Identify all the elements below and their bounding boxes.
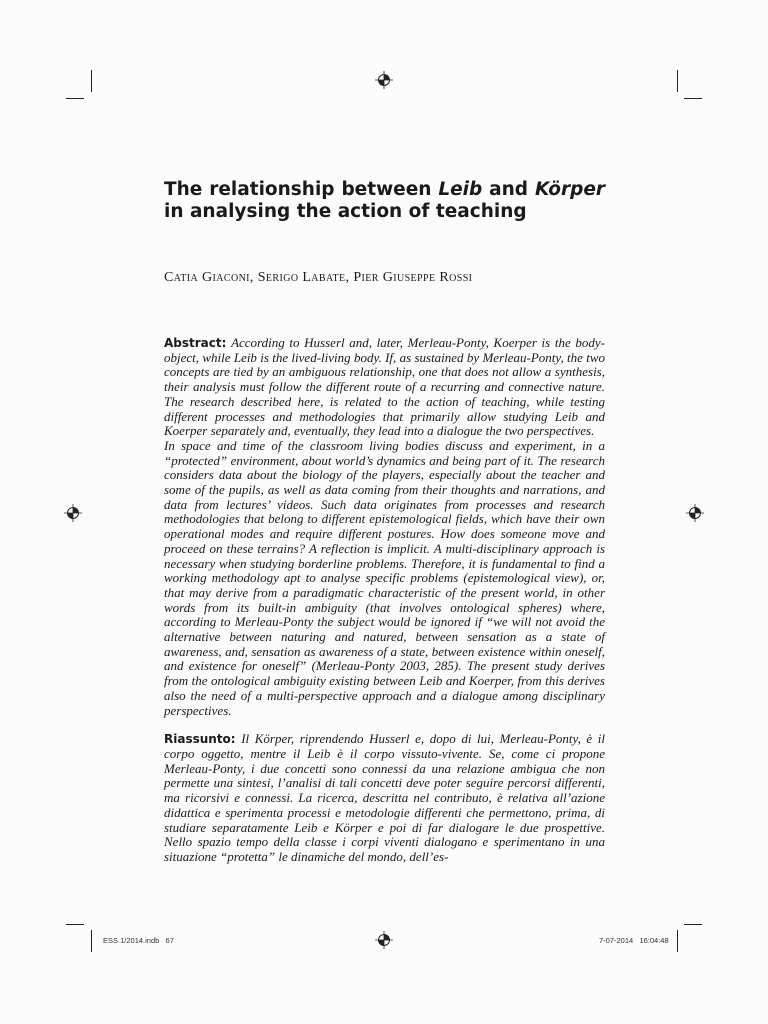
crop-mark <box>684 98 702 99</box>
abstract-section <box>164 336 605 865</box>
crop-mark <box>91 70 92 92</box>
title-text: The relationship between <box>164 179 439 200</box>
abstract-paragraph-2: In space and time of the classroom living bodies discuss and experiment, in a “protected” environment, about world’s dynamics and being part of it. The research considers data about the biology of the players, especially about the teacher and some of the pupils, as well as data coming from their thoughts and narrations, and data from lectures’ videos. Such data originates from processes and research methodologies that belong to different epistemological fields, which have their own operational modes and require different postures. How does someone move and proceed on these terrains? A reflection is implicit. A multi-disciplinary approach is necessary when studying borderline problems. Therefore, it is fundamental to find a working methodology apt to analyse specific problems (epistemological view), or, that may derive from a paradigmatic characteristic of the present world, in other words from its built-in ambiguity (that involves ontological spheres) where, according to Merleau-Ponty the subject would be ignored if “we will not avoid the alternative between naturing and natured, between sensation as a state of awareness, and, sensation as awareness of a state, between existence within oneself, and existence for oneself” (Merleau-Ponty 2003, 285). The present study derives from the ontological ambiguity existing between Leib and Koerper, from this derives also the need of a multi-perspective approach and a dialogue among disciplinary perspectives. <box>164 437 605 718</box>
page-title <box>164 179 605 223</box>
abstract-paragraph <box>164 336 605 439</box>
abstract-text: According to Husserl and, later, Merleau-Ponty, Koerper is the body-object, while Leib is the lived-living body. If, as sustained by Merleau-Ponty, the two concepts are tied by an ambiguous relationship, one that does not allow a synthesis, their analysis must follow the different route of a recurring and connective nature. The research described here, is related to the action of teaching, while testing different processes and methodologies that primarily allow studying Leib and Koerper separately and, eventually, they lead into a dialogue the two perspectives. <box>164 335 606 439</box>
registration-mark-icon <box>375 71 393 89</box>
crop-mark <box>91 930 92 952</box>
authors: Catia Giaconi, Serigo Labate, Pier Giuseppe Rossi <box>164 270 473 285</box>
crop-mark <box>66 98 84 99</box>
abstract-label: Abstract: <box>164 336 227 350</box>
footer-timestamp: 7-07-2014 16:04:48 <box>599 936 669 945</box>
registration-mark-icon <box>64 504 82 522</box>
crop-mark <box>677 70 678 92</box>
footer-file-slug: ESS 1/2014.indb 67 <box>103 936 174 945</box>
riassunto-text: Il Körper, riprendendo Husserl e, dopo di lui, Merleau-Ponty, è il corpo oggetto, mentre il Leib è il corpo vissuto-vivente. Se, come ci propone Merleau-Ponty, i due concetti sono connessi da una relazione ambigua che non permette una sintesi, l’analisi di tali concetti deve poter seguire percorsi differenti, ma ricorsivi e connessi. La ricerca, descritta nel contributo, è relativa all’azione didattica e sperimenta processi e metodologie differenti che permettono, prima, di studiare separatamente Leib e Körper e poi di far dialogare le due prospettive. Nello spazio tempo della classe i corpi viventi dialogano e sperimentano in una situazione “protetta” le dinamiche del mondo, dell’es- <box>164 731 605 864</box>
riassunto-label: Riassunto: <box>164 732 236 747</box>
riassunto-paragraph <box>164 732 605 864</box>
title-term-leib: Leib <box>438 179 483 200</box>
crop-mark <box>677 930 678 952</box>
crop-mark <box>684 924 702 925</box>
registration-mark-icon <box>686 504 704 522</box>
title-term-korper: Körper <box>534 179 606 200</box>
registration-mark-icon <box>375 931 393 949</box>
title-text: in analysing the action of teaching <box>164 201 527 222</box>
title-text: and <box>482 179 535 200</box>
crop-mark <box>66 924 84 925</box>
